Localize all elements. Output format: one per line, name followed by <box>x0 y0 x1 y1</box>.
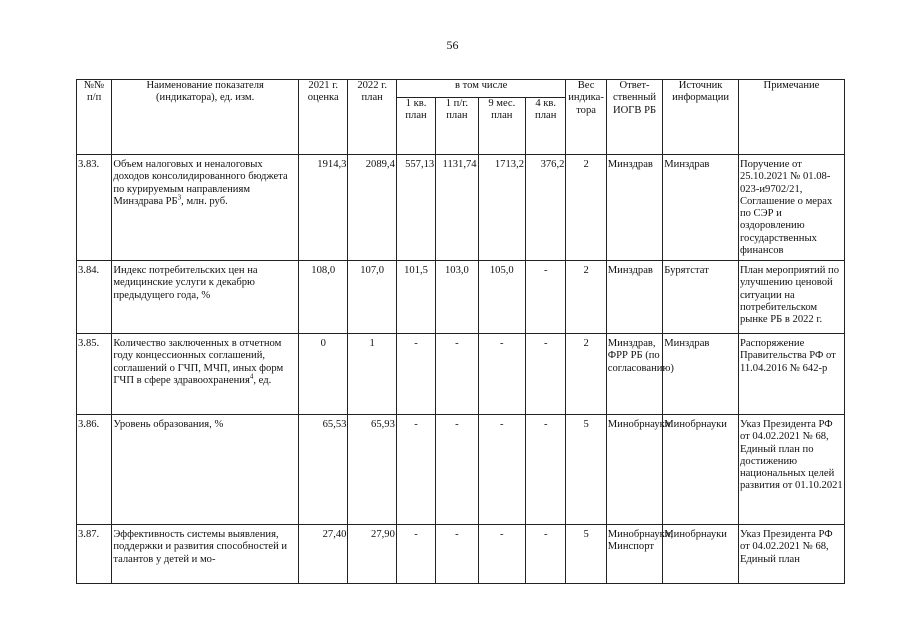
row-num: 3.86. <box>77 415 112 525</box>
row-h1: - <box>436 415 478 525</box>
row-h1: - <box>436 525 478 584</box>
row-name <box>112 415 299 525</box>
row-note: Указ Президента РФ от 04.02.2021 № 68, Единый план по достижению национальных целей развития от 01.10.2021 <box>738 415 844 525</box>
header-source: Источник информации <box>663 80 739 155</box>
table-row <box>77 415 845 525</box>
header-h1: 1 п/г. план <box>436 98 478 155</box>
table-row <box>77 155 845 261</box>
header-name: Наименование показателя (индикатора), ед. изм. <box>112 80 299 155</box>
row-name <box>112 525 299 584</box>
row-q4: - <box>526 261 566 334</box>
row-2021: 1914,3 <box>299 155 348 261</box>
row-q4: - <box>526 525 566 584</box>
row-responsible: Минобрнауки, Минспорт <box>606 525 663 584</box>
row-source: Минобрнауки <box>663 415 739 525</box>
row-2021: 0 <box>299 334 348 415</box>
row-2022: 107,0 <box>348 261 396 334</box>
row-9m: - <box>478 334 525 415</box>
row-source: Бурятстат <box>663 261 739 334</box>
row-name-footnote: 3 <box>177 193 182 202</box>
row-note: Поручение от 25.10.2021 № 01.08-023-и9702/21, Соглашение о мерах по СЭР и оздоровлению государственных финансов <box>738 155 844 261</box>
row-note: Распоряжение Правительства РФ от 11.04.2016 № 642-р <box>738 334 844 415</box>
header-including: в том числе <box>396 80 566 98</box>
row-source: Минздрав <box>663 155 739 261</box>
row-2021: 27,40 <box>299 525 348 584</box>
row-h1: - <box>436 334 478 415</box>
row-weight: 2 <box>566 155 606 261</box>
row-name-unit: , ед. <box>253 374 272 386</box>
row-note: Указ Президента РФ от 04.02.2021 № 68, Единый план <box>738 525 844 584</box>
row-name <box>112 334 299 415</box>
header-note: Примечание <box>738 80 844 155</box>
header-9m: 9 мес. план <box>478 98 525 155</box>
table-row <box>77 334 845 415</box>
row-q1: 557,13 <box>396 155 435 261</box>
row-responsible: Минобрнауки <box>606 415 663 525</box>
row-9m: 1713,2 <box>478 155 525 261</box>
row-num: 3.87. <box>77 525 112 584</box>
header-2022: 2022 г. план <box>348 80 396 155</box>
row-name <box>112 261 299 334</box>
row-name <box>112 155 299 261</box>
header-responsible: Ответ- ственный ИОГВ РБ <box>606 80 663 155</box>
row-responsible: Минздрав <box>606 155 663 261</box>
row-name-footnote: 4 <box>249 372 254 381</box>
row-q4: - <box>526 334 566 415</box>
page-number: 56 <box>446 38 459 52</box>
row-h1: 103,0 <box>436 261 478 334</box>
row-num: 3.85. <box>77 334 112 415</box>
row-q1: - <box>396 415 435 525</box>
table-row <box>77 525 845 584</box>
row-2022: 65,93 <box>348 415 396 525</box>
header-row <box>77 80 845 98</box>
indicators-table <box>76 79 845 584</box>
row-name-text: Уровень образования, % <box>113 419 224 430</box>
row-weight: 5 <box>566 415 606 525</box>
row-name-unit: , млн. руб. <box>181 195 228 207</box>
row-q1: - <box>396 334 435 415</box>
row-responsible: Минздрав, ФРР РБ (по согласованию) <box>606 334 663 415</box>
row-name-text: Индекс потребительских цен на медицинские услуги к декабрю предыдущего года, % <box>113 265 258 301</box>
row-2021: 108,0 <box>299 261 348 334</box>
row-q4: 376,2 <box>526 155 566 261</box>
row-name-text: Эффективность системы выявления, поддержки и развития способностей и талантов у детей и мо- <box>113 529 288 565</box>
row-9m: - <box>478 525 525 584</box>
row-source: Минобрнауки <box>663 525 739 584</box>
header-num: №№ п/п <box>77 80 112 155</box>
row-9m: 105,0 <box>478 261 525 334</box>
row-name-text: Количество заключенных в отчетном году концессионных соглашений, соглашений о ГЧП, МЧП, иных форм ГЧП в сфере здравоохранения <box>113 338 284 386</box>
row-weight: 2 <box>566 261 606 334</box>
row-weight: 5 <box>566 525 606 584</box>
row-9m: - <box>478 415 525 525</box>
header-q1: 1 кв. план <box>396 98 435 155</box>
row-2021: 65,53 <box>299 415 348 525</box>
table-row <box>77 261 845 334</box>
row-note: План мероприятий по улучшению ценовой ситуации на потребительском рынке РБ в 2022 г. <box>738 261 844 334</box>
header-2021: 2021 г. оценка <box>299 80 348 155</box>
row-q1: 101,5 <box>396 261 435 334</box>
row-weight: 2 <box>566 334 606 415</box>
row-q4: - <box>526 415 566 525</box>
row-name-text: Объем налоговых и неналоговых доходов консолидированного бюджета по курируемым направлениям Минздрава РБ <box>113 159 288 207</box>
row-2022: 2089,4 <box>348 155 396 261</box>
header-q4: 4 кв. план <box>526 98 566 155</box>
row-num: 3.84. <box>77 261 112 334</box>
row-2022: 1 <box>348 334 396 415</box>
row-q1: - <box>396 525 435 584</box>
row-num: 3.83. <box>77 155 112 261</box>
row-responsible: Минздрав <box>606 261 663 334</box>
row-h1: 1131,74 <box>436 155 478 261</box>
row-2022: 27,90 <box>348 525 396 584</box>
row-source: Минздрав <box>663 334 739 415</box>
header-weight: Вес индика- тора <box>566 80 606 155</box>
